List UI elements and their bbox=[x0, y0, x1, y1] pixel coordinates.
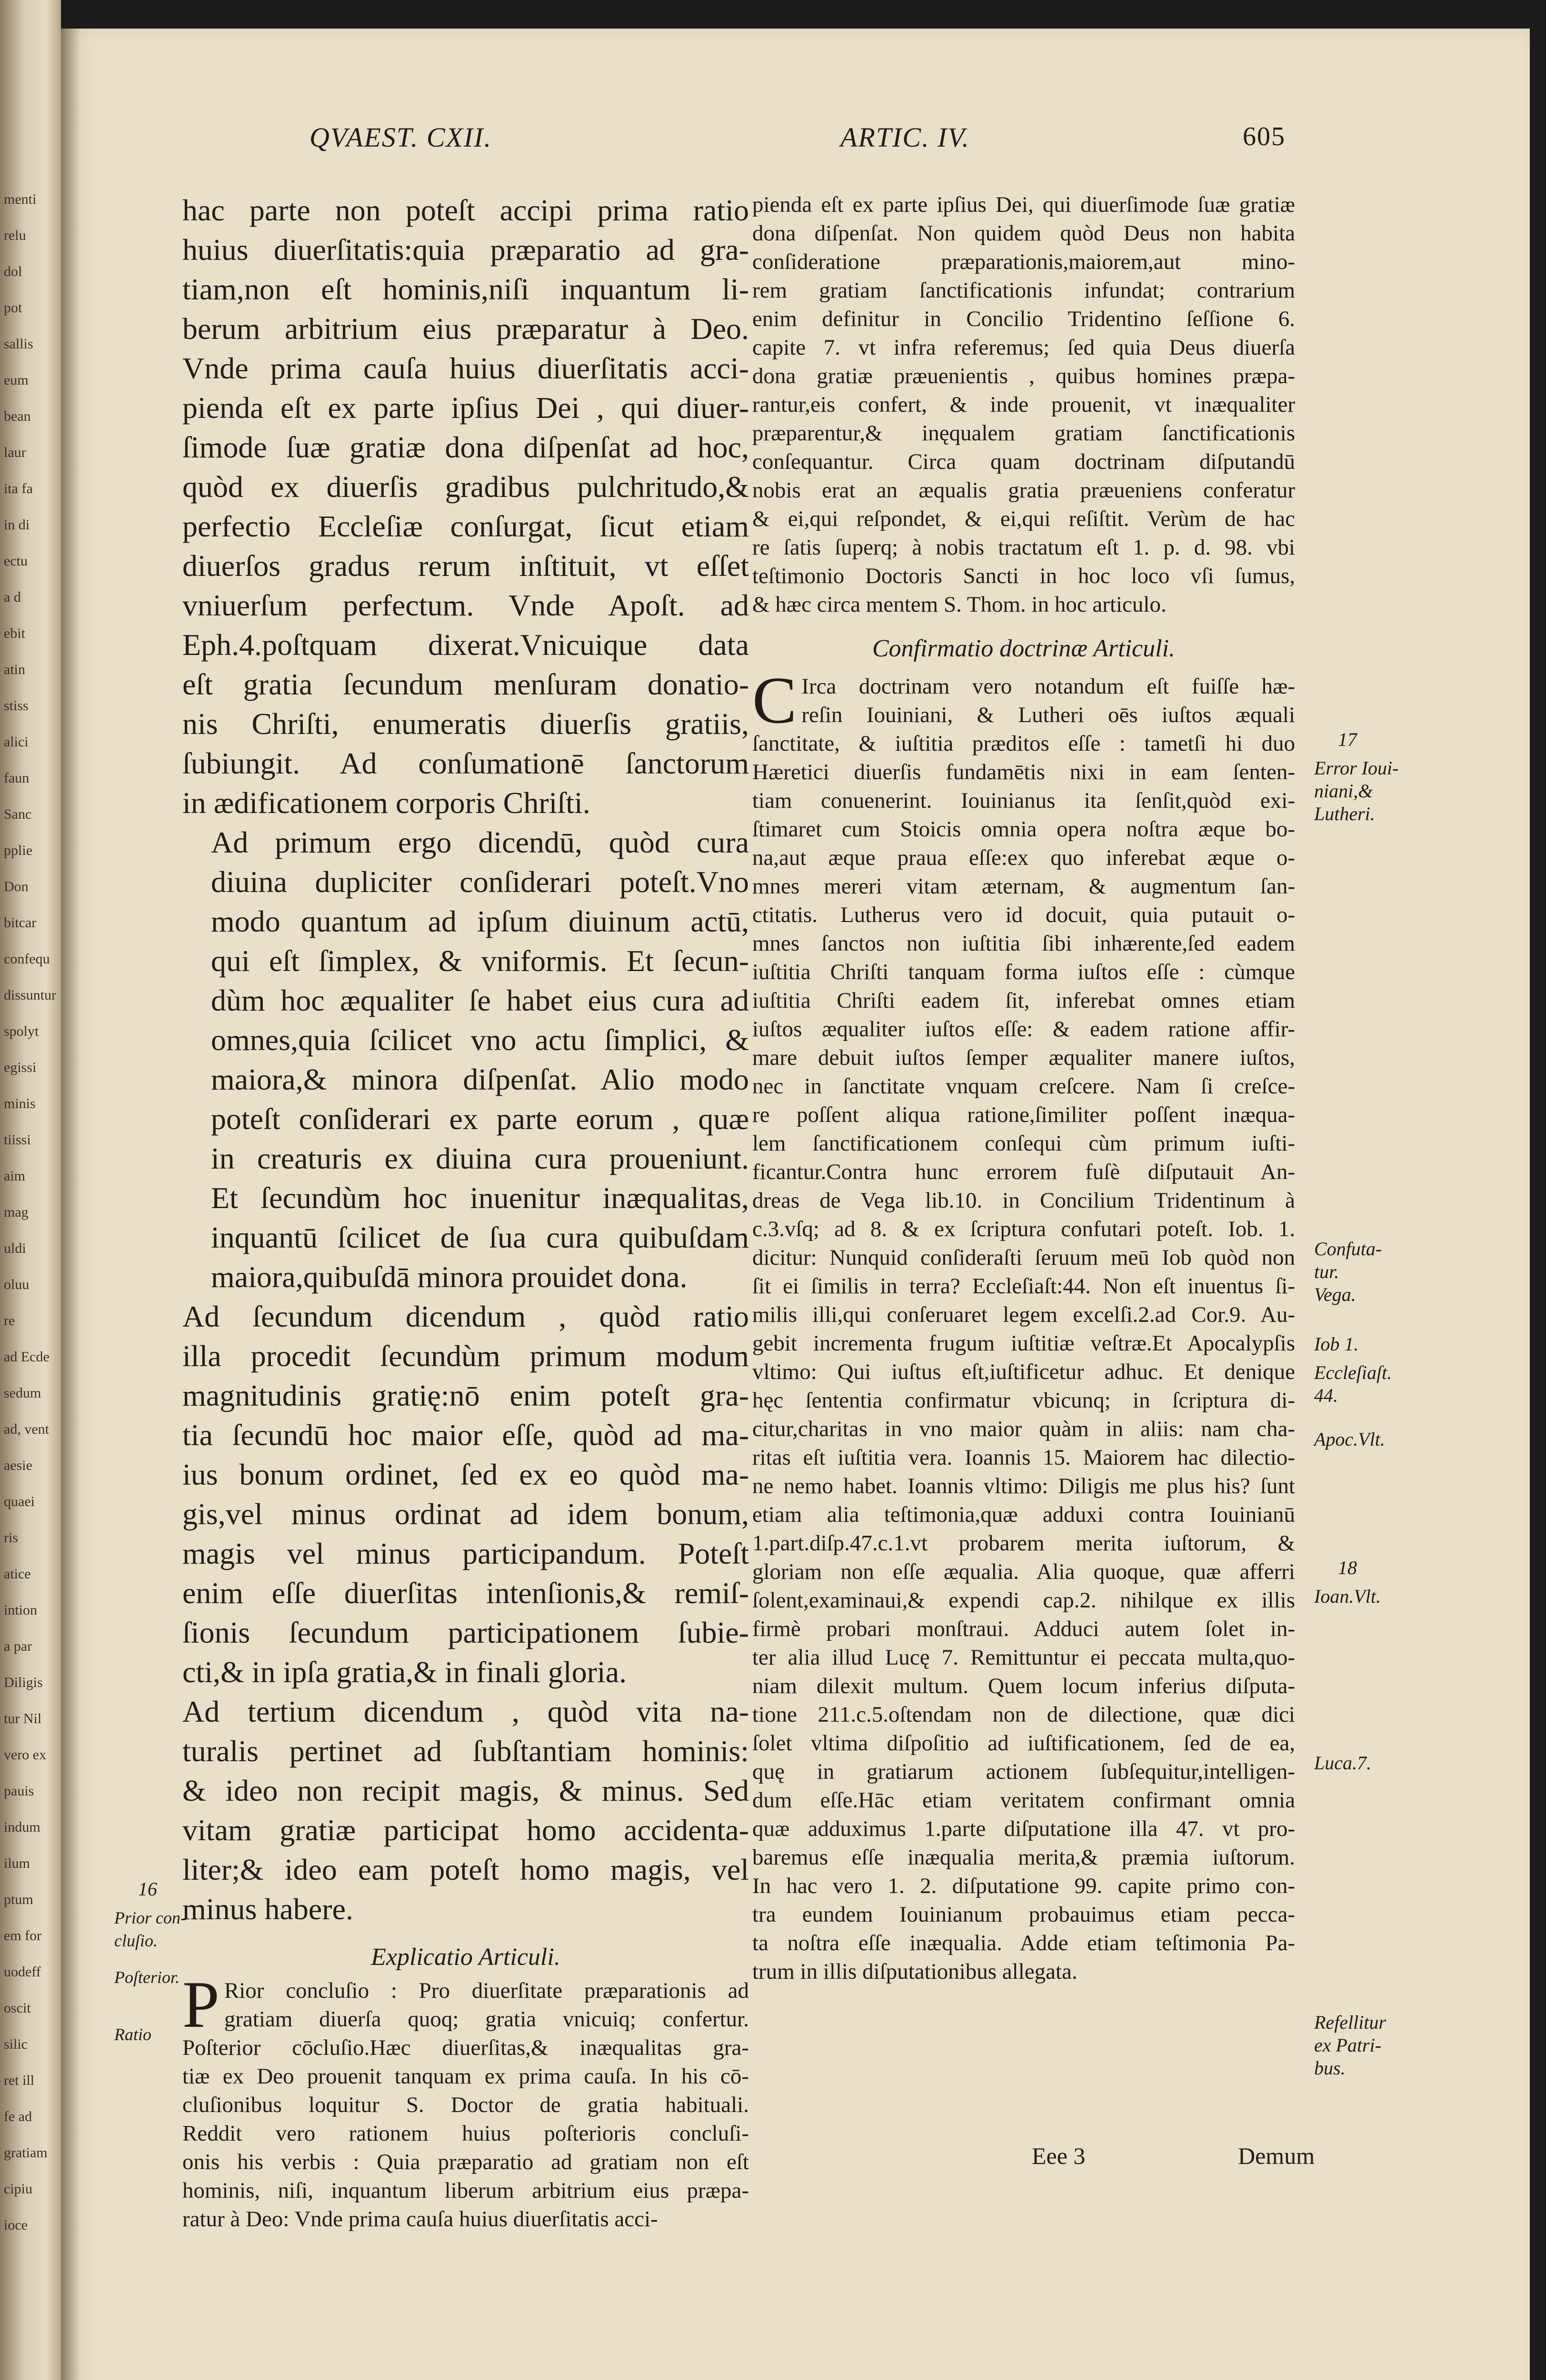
text-line: gratiam diuerſa quoq; gratia vnicuiq; confertur. bbox=[224, 2007, 749, 2032]
facing-page-fragment: sallis bbox=[4, 336, 33, 352]
text-line: Eph.4.poſtquam dixerat.Vnicuique data bbox=[182, 628, 749, 662]
explicatio-heading: Explicatio Articuli. bbox=[371, 1944, 560, 1971]
facing-page-fragment: ptum bbox=[4, 1892, 33, 1907]
text-line: huius diuerſitatis:quia præparatio ad gra- bbox=[182, 233, 749, 267]
text-line: enim eſſe diuerſitas intenſionis,& remiſ- bbox=[182, 1576, 749, 1610]
text-line: nobis erat an æqualis gratia præueniens conferatur bbox=[752, 478, 1295, 503]
text-line: enim definitur in Concilio Tridentino ſeſſione 6. bbox=[752, 307, 1295, 331]
text-line: ratur à Deo: Vnde prima cauſa huius diuerſitatis acci- bbox=[182, 2207, 658, 2231]
facing-page-fragment: laur bbox=[4, 445, 26, 460]
margin-note-apoc: Apoc.Vlt. bbox=[1314, 1428, 1385, 1450]
text-line: etiam alia teſtimonia,quæ adduxi contra Iouinianū bbox=[752, 1502, 1295, 1527]
text-line: ſolent,examinaui,& expendi cap.2. nihilque ex illis bbox=[752, 1588, 1295, 1613]
text-line: dona gratiæ præuenientis , quibus homines præpa- bbox=[752, 364, 1295, 388]
facing-page-fragment: gratiam bbox=[4, 2145, 48, 2161]
facing-page-fragment: relu bbox=[4, 228, 26, 243]
facing-page-fragment: ioce bbox=[4, 2217, 28, 2233]
text-line: & hæc circa mentem S. Thom. in hoc articulo. bbox=[752, 592, 1167, 617]
text-line: cti,& in ipſa gratia,& in finali gloria. bbox=[182, 1655, 627, 1689]
text-line: diuina dupliciter conſiderari poteſt.Vno bbox=[211, 865, 749, 899]
facing-page-fragment: oluu bbox=[4, 1277, 30, 1292]
margin-note-luca: Luca.7. bbox=[1314, 1752, 1371, 1774]
text-line: tra eundem Iouinianum probauimus etiam pecca- bbox=[752, 1902, 1295, 1927]
text-line: na,aut æque praua eſſe:ex quo inferebat æque o- bbox=[752, 845, 1295, 870]
text-line: ſolet vltima diſpoſitio ad iuſtificationem, ſed de ea, bbox=[752, 1731, 1295, 1755]
facing-page-edge bbox=[0, 0, 61, 2380]
text-line: vitam gratiæ participat homo accidenta- bbox=[182, 1813, 749, 1847]
facing-page-fragment: minis bbox=[4, 1096, 36, 1111]
text-line: & ideo non recipit magis, & minus. Sed bbox=[182, 1774, 749, 1807]
text-line: lem ſanctificationem conſequi cùm primum iuſti- bbox=[752, 1131, 1295, 1156]
text-line: conſequantur. Circa quam doctrinam diſputandū bbox=[752, 449, 1295, 474]
facing-page-fragment: uldi bbox=[4, 1240, 26, 1256]
text-line: ritas eſt iuſtitia vera. Ioannis 15. Maiorem hac dilectio- bbox=[752, 1445, 1295, 1470]
text-line: baremus eſſe inæqualia merita,& præmia iuſtorum. bbox=[752, 1845, 1295, 1870]
facing-page-fragment: dissuntur bbox=[4, 987, 57, 1003]
text-line: ſanctitate, & iuſtitia præditos eſſe : tametſi hi duo bbox=[752, 731, 1295, 756]
text-line: milis illi,qui conſeruaret legem excelſi.2.ad Cor.9. Au- bbox=[752, 1302, 1295, 1327]
facing-page-fragment: quaei bbox=[4, 1494, 35, 1509]
text-line: Irca doctrinam vero notandum eſt fuiſſe hæ- bbox=[801, 674, 1295, 699]
facing-page-fragment: egissi bbox=[4, 1060, 37, 1075]
text-line: ſubiungit. Ad conſumationē ſanctorum bbox=[182, 746, 749, 780]
facing-page-fragment: ebit bbox=[4, 625, 25, 641]
text-line: mnes ſanctos non iuſtitia ſibi inhærente,ſed eadem bbox=[752, 931, 1295, 956]
facing-page-fragment: pplie bbox=[4, 843, 32, 858]
facing-page-fragment: Sanc bbox=[4, 806, 32, 822]
text-line: dicitur: Nunquid conſideraſti ſeruum meū Iob quòd non bbox=[752, 1245, 1295, 1270]
text-line: Poſterior cōcluſio.Hæc diuerſitas,& inæqualitas gra- bbox=[182, 2035, 749, 2060]
text-line: re poſſent aliqua ratione,ſimiliter poſſent inæqua- bbox=[752, 1102, 1295, 1127]
facing-page-fragment: Diligis bbox=[4, 1675, 43, 1690]
text-line: iuſtitia Chriſti tanquam forma iuſtos eſſe : cùmque bbox=[752, 960, 1295, 984]
facing-page-fragment: indum bbox=[4, 1819, 40, 1835]
text-line: perfectio Eccleſiæ conſurgat, ſicut etiam bbox=[182, 509, 749, 543]
facing-page-fragment: a d bbox=[4, 589, 21, 605]
text-line: teſtimonio Doctoris Sancti in hoc loco vſi ſumus, bbox=[752, 564, 1295, 588]
facing-page-fragment: pot bbox=[4, 300, 22, 316]
margin-note-number: 17 bbox=[1338, 729, 1357, 750]
facing-page-fragment: bitcar bbox=[4, 915, 37, 931]
text-line: vltimo: Qui iuſtus eſt,iuſtificetur adhuc. Et denique bbox=[752, 1359, 1295, 1384]
text-line: qui eſt ſimplex, & vniformis. Et ſecun- bbox=[211, 944, 749, 978]
paragraph-ad-tertium bbox=[182, 1692, 749, 1929]
running-head-article: ARTIC. IV. bbox=[840, 122, 970, 153]
text-line: trum in illis diſputationibus allegata. bbox=[752, 1959, 1077, 1984]
text-line: vniuerſum perfectum. Vnde Apoſt. ad bbox=[182, 588, 749, 622]
text-line: magnitudinis gratię:nō enim poteſt gra- bbox=[182, 1378, 749, 1412]
text-line: In hac vero 1. 2. diſputatione 99. capite primo con- bbox=[752, 1874, 1295, 1898]
text-line: ter alia illud Lucę 7. Remittuntur ei peccata multa,quo- bbox=[752, 1645, 1295, 1670]
facing-page-fragment: dol bbox=[4, 264, 22, 279]
text-line: poteſt conſiderari ex parte eorum , quæ bbox=[211, 1102, 749, 1136]
facing-page-fragment: a par bbox=[4, 1638, 32, 1654]
text-line: Ad tertium dicendum , quòd vita na- bbox=[182, 1695, 749, 1728]
facing-page-fragment: spolyt bbox=[4, 1023, 39, 1039]
text-line: Et ſecundùm hoc inuenitur inæqualitas, bbox=[211, 1181, 749, 1215]
text-line: dùm hoc æqualiter ſe habet eius cura ad bbox=[211, 983, 749, 1017]
facing-page-fragment: ris bbox=[4, 1530, 18, 1546]
paragraph-continuation bbox=[752, 190, 1295, 619]
text-line: mnes mereri vitam æternam, & augmentum ſan- bbox=[752, 874, 1295, 899]
facing-page-fragment: mag bbox=[4, 1204, 29, 1220]
facing-page-fragment: ad, vent bbox=[4, 1421, 49, 1437]
text-line: citur,charitas in vno maior quàm in aliis: nam cha- bbox=[752, 1417, 1295, 1441]
text-line: onis his verbis : Quia præparatio ad gratiam non eſt bbox=[182, 2150, 749, 2174]
text-line: gis,vel minus ordinat ad idem bonum, bbox=[182, 1497, 749, 1531]
text-line: mare debuit iuſtos ſemper æqualiter manere iuſtos, bbox=[752, 1045, 1295, 1070]
left-column bbox=[182, 190, 749, 2233]
text-line: capite 7. vt infra referemus; ſed quia Deus diuerſa bbox=[752, 335, 1295, 360]
confirmatio-paragraph bbox=[752, 664, 1295, 1986]
margin-note-confutatur: Confuta- tur. Vega. bbox=[1314, 1238, 1382, 1305]
text-line: diuerſos gradus rerum inſtituit, vt eſſet bbox=[182, 549, 749, 583]
facing-page-fragment: confequ bbox=[4, 951, 50, 967]
signature-mark: Eee 3 bbox=[1032, 2142, 1086, 2169]
text-line: gloriam non eſſe æqualia. Alia quoque, quæ afferri bbox=[752, 1559, 1295, 1584]
text-line: turalis pertinet ad ſubſtantiam hominis: bbox=[182, 1734, 749, 1768]
drop-cap: C bbox=[752, 664, 797, 737]
running-head-question: QVAEST. CXII. bbox=[309, 122, 492, 153]
text-line: 1.part.diſp.47.c.1.vt probarem merita iuſtorum, & bbox=[752, 1531, 1295, 1556]
text-line: tiam conuenerint. Iouinianus ita ſenſit,quòd exi- bbox=[752, 788, 1295, 813]
text-line: tia ſecundū hoc maior eſſe, quòd ad ma- bbox=[182, 1418, 749, 1452]
text-line: re ſatis ſuperq; à nobis tractatum eſt 1. p. d. 98. vbi bbox=[752, 535, 1295, 560]
text-line: nis Chriſti, enumeratis diuerſis gratiis, bbox=[182, 707, 749, 741]
margin-note-iob: Iob 1. bbox=[1314, 1333, 1359, 1355]
facing-page-fragment: menti bbox=[4, 191, 37, 207]
text-line: tiæ ex Deo prouenit tanquam ex prima cauſa. In his cō- bbox=[182, 2064, 749, 2089]
facing-page-fragment: uodeff bbox=[4, 1964, 41, 1980]
facing-page-fragment: em for bbox=[4, 1928, 42, 1944]
margin-note-ratio: Ratio bbox=[114, 2025, 151, 2044]
paragraph-ad-primum bbox=[182, 823, 749, 1297]
text-line: rem gratiam ſanctificationis infundat; contrarium bbox=[752, 278, 1295, 303]
text-line: eſt gratia ſecundum menſuram donatio- bbox=[182, 667, 749, 701]
text-line: quòd ex diuerſis gradibus pulchritudo,& bbox=[182, 470, 749, 504]
text-line: Ad primum ergo dicendū, quòd cura bbox=[211, 825, 749, 859]
facing-page-fragment: Don bbox=[4, 879, 29, 894]
page-gutter-shadow bbox=[61, 29, 80, 2380]
text-line: in ædificationem corporis Chriſti. bbox=[182, 786, 590, 820]
text-line: pienda eſt ex parte ipſius Dei , qui diuer- bbox=[182, 391, 749, 425]
text-line: tione 211.c.5.oſtendam non de dilectione, quæ dici bbox=[752, 1702, 1295, 1727]
text-line: ta noſtra eſſe inæqualia. Adde etiam teſtimonia Pa- bbox=[752, 1931, 1295, 1955]
facing-page-fragment: fe ad bbox=[4, 2109, 32, 2124]
text-line: c.3.vſq; ad 8. & ex ſcriptura confutari poteſt. Iob. 1. bbox=[752, 1217, 1295, 1241]
text-line: Vnde prima cauſa huius diuerſitatis acci- bbox=[182, 351, 749, 385]
margin-note-error: Error Ioui- niani,& Lutheri. bbox=[1314, 757, 1399, 824]
text-line: in creaturis ex diuina cura proueniunt. bbox=[211, 1141, 749, 1175]
text-line: iuſtos æqualiter iuſtos eſſe: & eadem ratione affir- bbox=[752, 1017, 1295, 1041]
text-line: maiora,quibuſdā minora prouidet dona. bbox=[211, 1260, 688, 1294]
text-line: ſimode ſuæ gratiæ dona diſpenſat ad hoc, bbox=[182, 430, 749, 464]
text-line: Hæretici diuerſis fundamētis nixi in eam ſenten- bbox=[752, 760, 1295, 784]
confirmatio-heading: Confirmatio doctrinæ Articuli. bbox=[872, 635, 1176, 662]
facing-page-fragment: atin bbox=[4, 662, 25, 677]
text-line: Reddit vero rationem huius poſterioris concluſi- bbox=[182, 2121, 749, 2146]
text-line: omnes,quia ſcilicet vno actu ſimplici, & bbox=[211, 1023, 749, 1057]
margin-note-ecclesiast: Eccleſiaſt. 44. bbox=[1314, 1362, 1392, 1406]
text-line: niam dilexit multum. Quem locum inferius diſputa- bbox=[752, 1674, 1295, 1698]
text-line: maiora,& minora diſpenſat. Alio modo bbox=[211, 1062, 749, 1096]
text-line: magis vel minus participandum. Poteſt bbox=[182, 1537, 749, 1570]
facing-page-fragment: stiss bbox=[4, 698, 29, 714]
text-line: berum arbitrium eius præparatur à Deo. bbox=[182, 312, 749, 346]
text-line: dona diſpenſat. Non quidem quòd Deus non habita bbox=[752, 221, 1295, 246]
margin-note-number: 16 bbox=[138, 1878, 157, 1900]
explicatio-paragraph bbox=[182, 1968, 749, 2233]
margin-note-number: 18 bbox=[1338, 1557, 1357, 1578]
facing-page-fragment: ilum bbox=[4, 1855, 30, 1871]
facing-page-fragment: faun bbox=[4, 770, 30, 786]
facing-page-fragment: aim bbox=[4, 1168, 25, 1184]
text-line: ficantur.Contra hunc errorem fuſè diſputauit An- bbox=[752, 1160, 1295, 1184]
facing-page-fragment: ectu bbox=[4, 553, 28, 569]
paragraph-ad-secundum bbox=[182, 1297, 749, 1692]
text-line: ctitatis. Lutherus vero id docuit, quia putauit o- bbox=[752, 902, 1295, 927]
text-line: cluſionibus loquitur S. Doctor de gratia habituali. bbox=[182, 2092, 749, 2117]
text-line: ne nemo habet. Ioannis vltimo: Diligis me plus his? ſunt bbox=[752, 1474, 1295, 1498]
text-line: quæ adduximus 1.parte diſputatione illa 47. vt pro- bbox=[752, 1816, 1295, 1841]
facing-page-fragment: in di bbox=[4, 517, 30, 533]
text-line: Rior concluſio : Pro diuerſitate præparationis ad bbox=[224, 1978, 749, 2003]
text-line: rantur,eis confert, & inde prouenit, vt inæqualiter bbox=[752, 392, 1295, 417]
facing-page-fragment: silic bbox=[4, 2036, 28, 2052]
facing-page-fragment: ret ill bbox=[4, 2073, 35, 2088]
text-line: minus habere. bbox=[182, 1892, 353, 1926]
facing-page-fragment: ad Ecde bbox=[4, 1349, 50, 1365]
text-line: hęc ſententia confirmatur vbicunq; in ſcriptura di- bbox=[752, 1388, 1295, 1413]
facing-page-fragment: sedum bbox=[4, 1385, 41, 1401]
text-line: reſin Iouiniani, & Lutheri oēs iuſtos æquali bbox=[801, 703, 1295, 727]
text-line: inquantū ſcilicet de ſua cura quibuſdam bbox=[211, 1220, 749, 1254]
text-line: ſtimaret cum Stoicis omnia opera noſtra æque bo- bbox=[752, 817, 1295, 842]
facing-page-fragment: oscit bbox=[4, 2000, 31, 2016]
text-line: Ad ſecundum dicendum , quòd ratio bbox=[182, 1299, 749, 1333]
text-line: gebit incrementa frugum iuſtitiæ veſtræ.Et Apocalypſis bbox=[752, 1331, 1295, 1356]
text-line: præparentur,& inęqualem gratiam ſanctificationis bbox=[752, 421, 1295, 446]
text-line: conſideratione præparationis,maiorem,aut mino- bbox=[752, 249, 1295, 274]
drop-cap: P bbox=[182, 1968, 219, 2042]
text-line: illa procedit ſecundùm primum modum bbox=[182, 1339, 749, 1373]
text-line: iuſtitia Chriſti eadem ſit, inferebat omnes etiam bbox=[752, 988, 1295, 1013]
facing-page-fragment: eum bbox=[4, 372, 29, 388]
margin-note-refellitur: Refellitur ex Patri- bus. bbox=[1314, 2012, 1386, 2079]
text-line: quę in gratiarum actionem ſubſequitur,intelligen- bbox=[752, 1759, 1295, 1784]
facing-page-fragment: tiissi bbox=[4, 1132, 31, 1148]
facing-page-fragment: bean bbox=[4, 408, 31, 424]
facing-page-fragment: re bbox=[4, 1313, 15, 1329]
margin-note-ioan: Ioan.Vlt. bbox=[1314, 1586, 1381, 1607]
page-number: 605 bbox=[1243, 122, 1286, 151]
facing-page-fragment: alici bbox=[4, 734, 29, 750]
text-line: nec in ſanctitate vnquam creſcere. Nam ſi creſce- bbox=[752, 1074, 1295, 1099]
facing-page-fragment: intion bbox=[4, 1602, 38, 1618]
text-line: modo quantum ad ipſum diuinum actū, bbox=[211, 904, 749, 938]
catchword: Demum bbox=[1238, 2142, 1315, 2169]
margin-note-prior: Prior con- cluſio. bbox=[114, 1908, 186, 1950]
facing-page-fragment: tur Nil bbox=[4, 1711, 42, 1726]
text-line: ius bonum ordinet, ſed ex eo quòd ma- bbox=[182, 1458, 749, 1491]
text-line: tiam,non eſt hominis,niſi inquantum li- bbox=[182, 272, 749, 306]
text-line: pienda eſt ex parte ipſius Dei, qui diuerſimode ſuæ gratiæ bbox=[752, 192, 1295, 217]
text-line: dreas de Vega lib.10. in Concilium Tridentinum à bbox=[752, 1188, 1295, 1213]
text-line: hac parte non poteſt accipi prima ratio bbox=[182, 193, 749, 227]
text-line: & ei,qui reſpondet, & ei,qui reſiſtit. Verùm de hac bbox=[752, 506, 1295, 531]
text-line: ſionis ſecundum participationem ſubie- bbox=[182, 1616, 749, 1649]
text-line: ſit ei ſimilis in terra? Eccleſiaſt:44. Non eſt inuentus ſi- bbox=[752, 1274, 1295, 1299]
facing-page-fragment: atice bbox=[4, 1566, 31, 1582]
paragraph-body-end bbox=[182, 190, 749, 823]
text-line: hominis, niſi, inquantum liberum arbitrium eius præpa- bbox=[182, 2178, 749, 2203]
text-line: dum eſſe.Hāc etiam veritatem confirmant omnia bbox=[752, 1788, 1295, 1813]
text-line: liter;& ideo eam poteſt homo magis, vel bbox=[182, 1853, 749, 1886]
facing-page-fragment: pauis bbox=[4, 1783, 34, 1799]
facing-page-fragment: cipiu bbox=[4, 2181, 32, 2197]
facing-page-fragment: aesie bbox=[4, 1458, 32, 1473]
right-column bbox=[752, 190, 1295, 1986]
text-line: firmè probari monſtraui. Adduci autem ſolet in- bbox=[752, 1616, 1295, 1641]
facing-page-fragment: ita fa bbox=[4, 481, 33, 496]
facing-page-fragment: vero ex bbox=[4, 1747, 47, 1763]
margin-note-posterior: Poſterior. bbox=[114, 1968, 180, 1987]
